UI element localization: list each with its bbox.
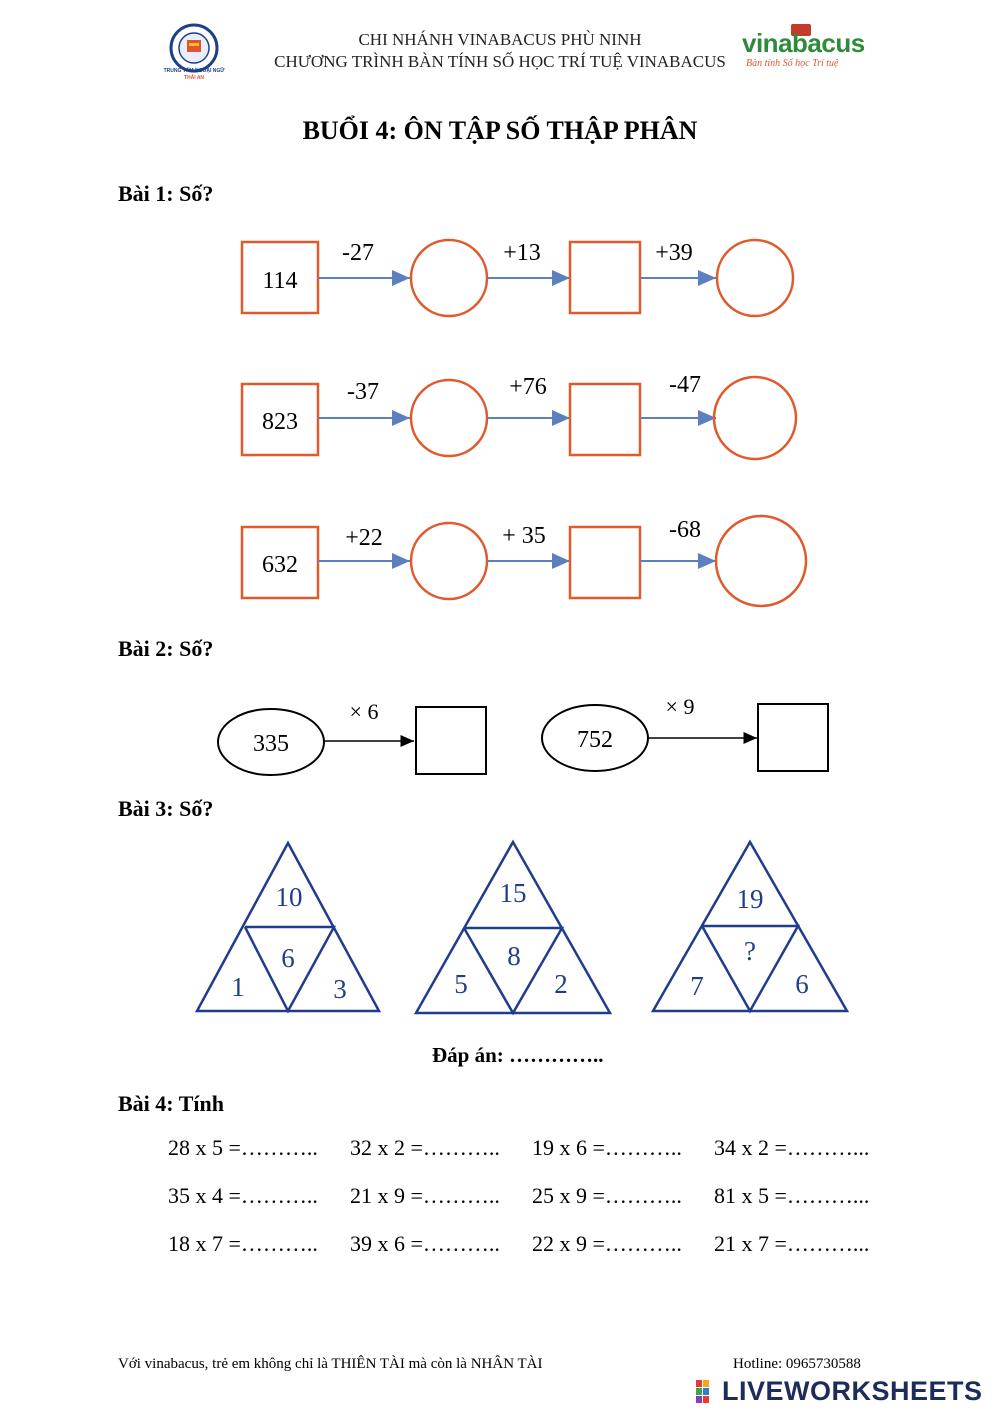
- answer-box[interactable]: [570, 384, 640, 455]
- calc-item[interactable]: 28 x 5 =………..: [168, 1135, 318, 1160]
- answer-box[interactable]: [570, 242, 640, 313]
- tri-middle: 6: [281, 943, 295, 973]
- tri-right: 6: [795, 969, 809, 999]
- number-triangle: [416, 842, 610, 1013]
- start-value: 335: [253, 731, 289, 757]
- op-label: +13: [503, 240, 541, 266]
- start-value: 823: [262, 409, 298, 435]
- bai1-heading: Bài 1: Số?: [118, 181, 214, 206]
- op-label: + 35: [502, 523, 546, 549]
- answer-circle[interactable]: [716, 516, 806, 606]
- answer-box[interactable]: [416, 707, 486, 774]
- op-label: × 9: [665, 694, 695, 719]
- bai2-item: [542, 694, 828, 771]
- op-label: +76: [509, 374, 547, 400]
- tri-top: 15: [499, 878, 527, 908]
- bai4-row: [168, 1135, 884, 1161]
- bai1-diagram: [0, 230, 1000, 610]
- op-label: +39: [655, 240, 693, 266]
- header-line2: CHƯƠNG TRÌNH BÀN TÍNH SỐ HỌC TRÍ TUỆ VINABACUS: [274, 52, 726, 71]
- calc-item[interactable]: 21 x 9 =………..: [350, 1183, 500, 1208]
- tri-middle: 8: [507, 941, 521, 971]
- answer-circle[interactable]: [411, 523, 487, 599]
- calc-item[interactable]: 21 x 7 =………...: [714, 1231, 870, 1256]
- answer-label: Đáp án:: [432, 1043, 504, 1067]
- bai3-diagram: [0, 835, 1000, 1020]
- tri-middle[interactable]: ?: [744, 936, 756, 966]
- right-logo-tagline: Bàn tính Số học Trí tuệ: [746, 58, 839, 69]
- tri-right: 3: [333, 974, 347, 1004]
- op-label: × 6: [349, 699, 379, 724]
- op-label: -27: [342, 240, 374, 266]
- header-line1: CHI NHÁNH VINABACUS PHÙ NINH: [358, 30, 642, 49]
- calc-item[interactable]: 25 x 9 =………..: [532, 1183, 682, 1208]
- bai1-row: [242, 372, 796, 459]
- right-logo-brand: vinabacus: [742, 28, 865, 58]
- left-logo-text1: TRUNG TÂM NGOẠI NGỮ: [163, 68, 225, 74]
- op-label: -68: [669, 517, 701, 543]
- bai1-row: [242, 516, 806, 606]
- bai3-heading: Bài 3: Số?: [118, 796, 214, 821]
- answer-blank[interactable]: …………..: [509, 1043, 604, 1067]
- answer-box[interactable]: [758, 704, 828, 771]
- bai4-heading: Bài 4: Tính: [118, 1091, 224, 1116]
- liveworksheets-icon: [696, 1380, 718, 1404]
- answer-circle[interactable]: [717, 240, 793, 316]
- right-logo: [742, 24, 884, 72]
- op-label: +22: [345, 525, 383, 551]
- answer-circle[interactable]: [411, 380, 487, 456]
- tri-right: 2: [554, 969, 568, 999]
- bai3-answer: [432, 1043, 604, 1068]
- calc-item[interactable]: 22 x 9 =………..: [532, 1231, 682, 1256]
- op-label: -37: [347, 379, 379, 405]
- tri-left: 1: [231, 972, 245, 1002]
- bai4-row: [168, 1183, 884, 1209]
- calc-item[interactable]: 34 x 2 =………...: [714, 1135, 870, 1160]
- footer-hotline: Hotline: 0965730588: [733, 1356, 861, 1372]
- answer-box[interactable]: [570, 527, 640, 598]
- calc-item[interactable]: 39 x 6 =………..: [350, 1231, 500, 1256]
- op-label: -47: [669, 372, 701, 398]
- bai2-item: [218, 699, 486, 775]
- calc-item[interactable]: 81 x 5 =………...: [714, 1183, 870, 1208]
- left-logo-text2: THÁI AN: [183, 75, 205, 81]
- calc-item[interactable]: 19 x 6 =………..: [532, 1135, 682, 1160]
- bai2-heading: Bài 2: Số?: [118, 636, 214, 661]
- start-value: 114: [262, 268, 298, 294]
- bai2-diagram: [0, 690, 1000, 790]
- bai4-row: [168, 1231, 884, 1257]
- tri-top: 19: [736, 884, 764, 914]
- answer-circle[interactable]: [714, 377, 796, 459]
- page-title: BUỔI 4: ÔN TẬP SỐ THẬP PHÂN: [302, 116, 698, 145]
- tri-left: 5: [454, 969, 468, 999]
- bai1-row: [242, 240, 793, 316]
- calc-item[interactable]: 32 x 2 =………..: [350, 1135, 500, 1160]
- start-value: 632: [262, 552, 298, 578]
- tri-top: 10: [275, 882, 303, 912]
- answer-circle[interactable]: [411, 240, 487, 316]
- calc-item[interactable]: 18 x 7 =………..: [168, 1231, 318, 1256]
- calc-item[interactable]: 35 x 4 =………..: [168, 1183, 318, 1208]
- footer-slogan: Với vinabacus, trẻ em không chỉ là THIÊN TÀI mà còn là NHÂN TÀI: [118, 1356, 543, 1372]
- number-triangle: [197, 843, 379, 1011]
- start-value: 752: [577, 727, 613, 753]
- number-triangle: [653, 842, 847, 1011]
- liveworksheets-watermark: LIVEWORKSHEETS: [722, 1376, 983, 1406]
- tri-left: 7: [690, 971, 704, 1001]
